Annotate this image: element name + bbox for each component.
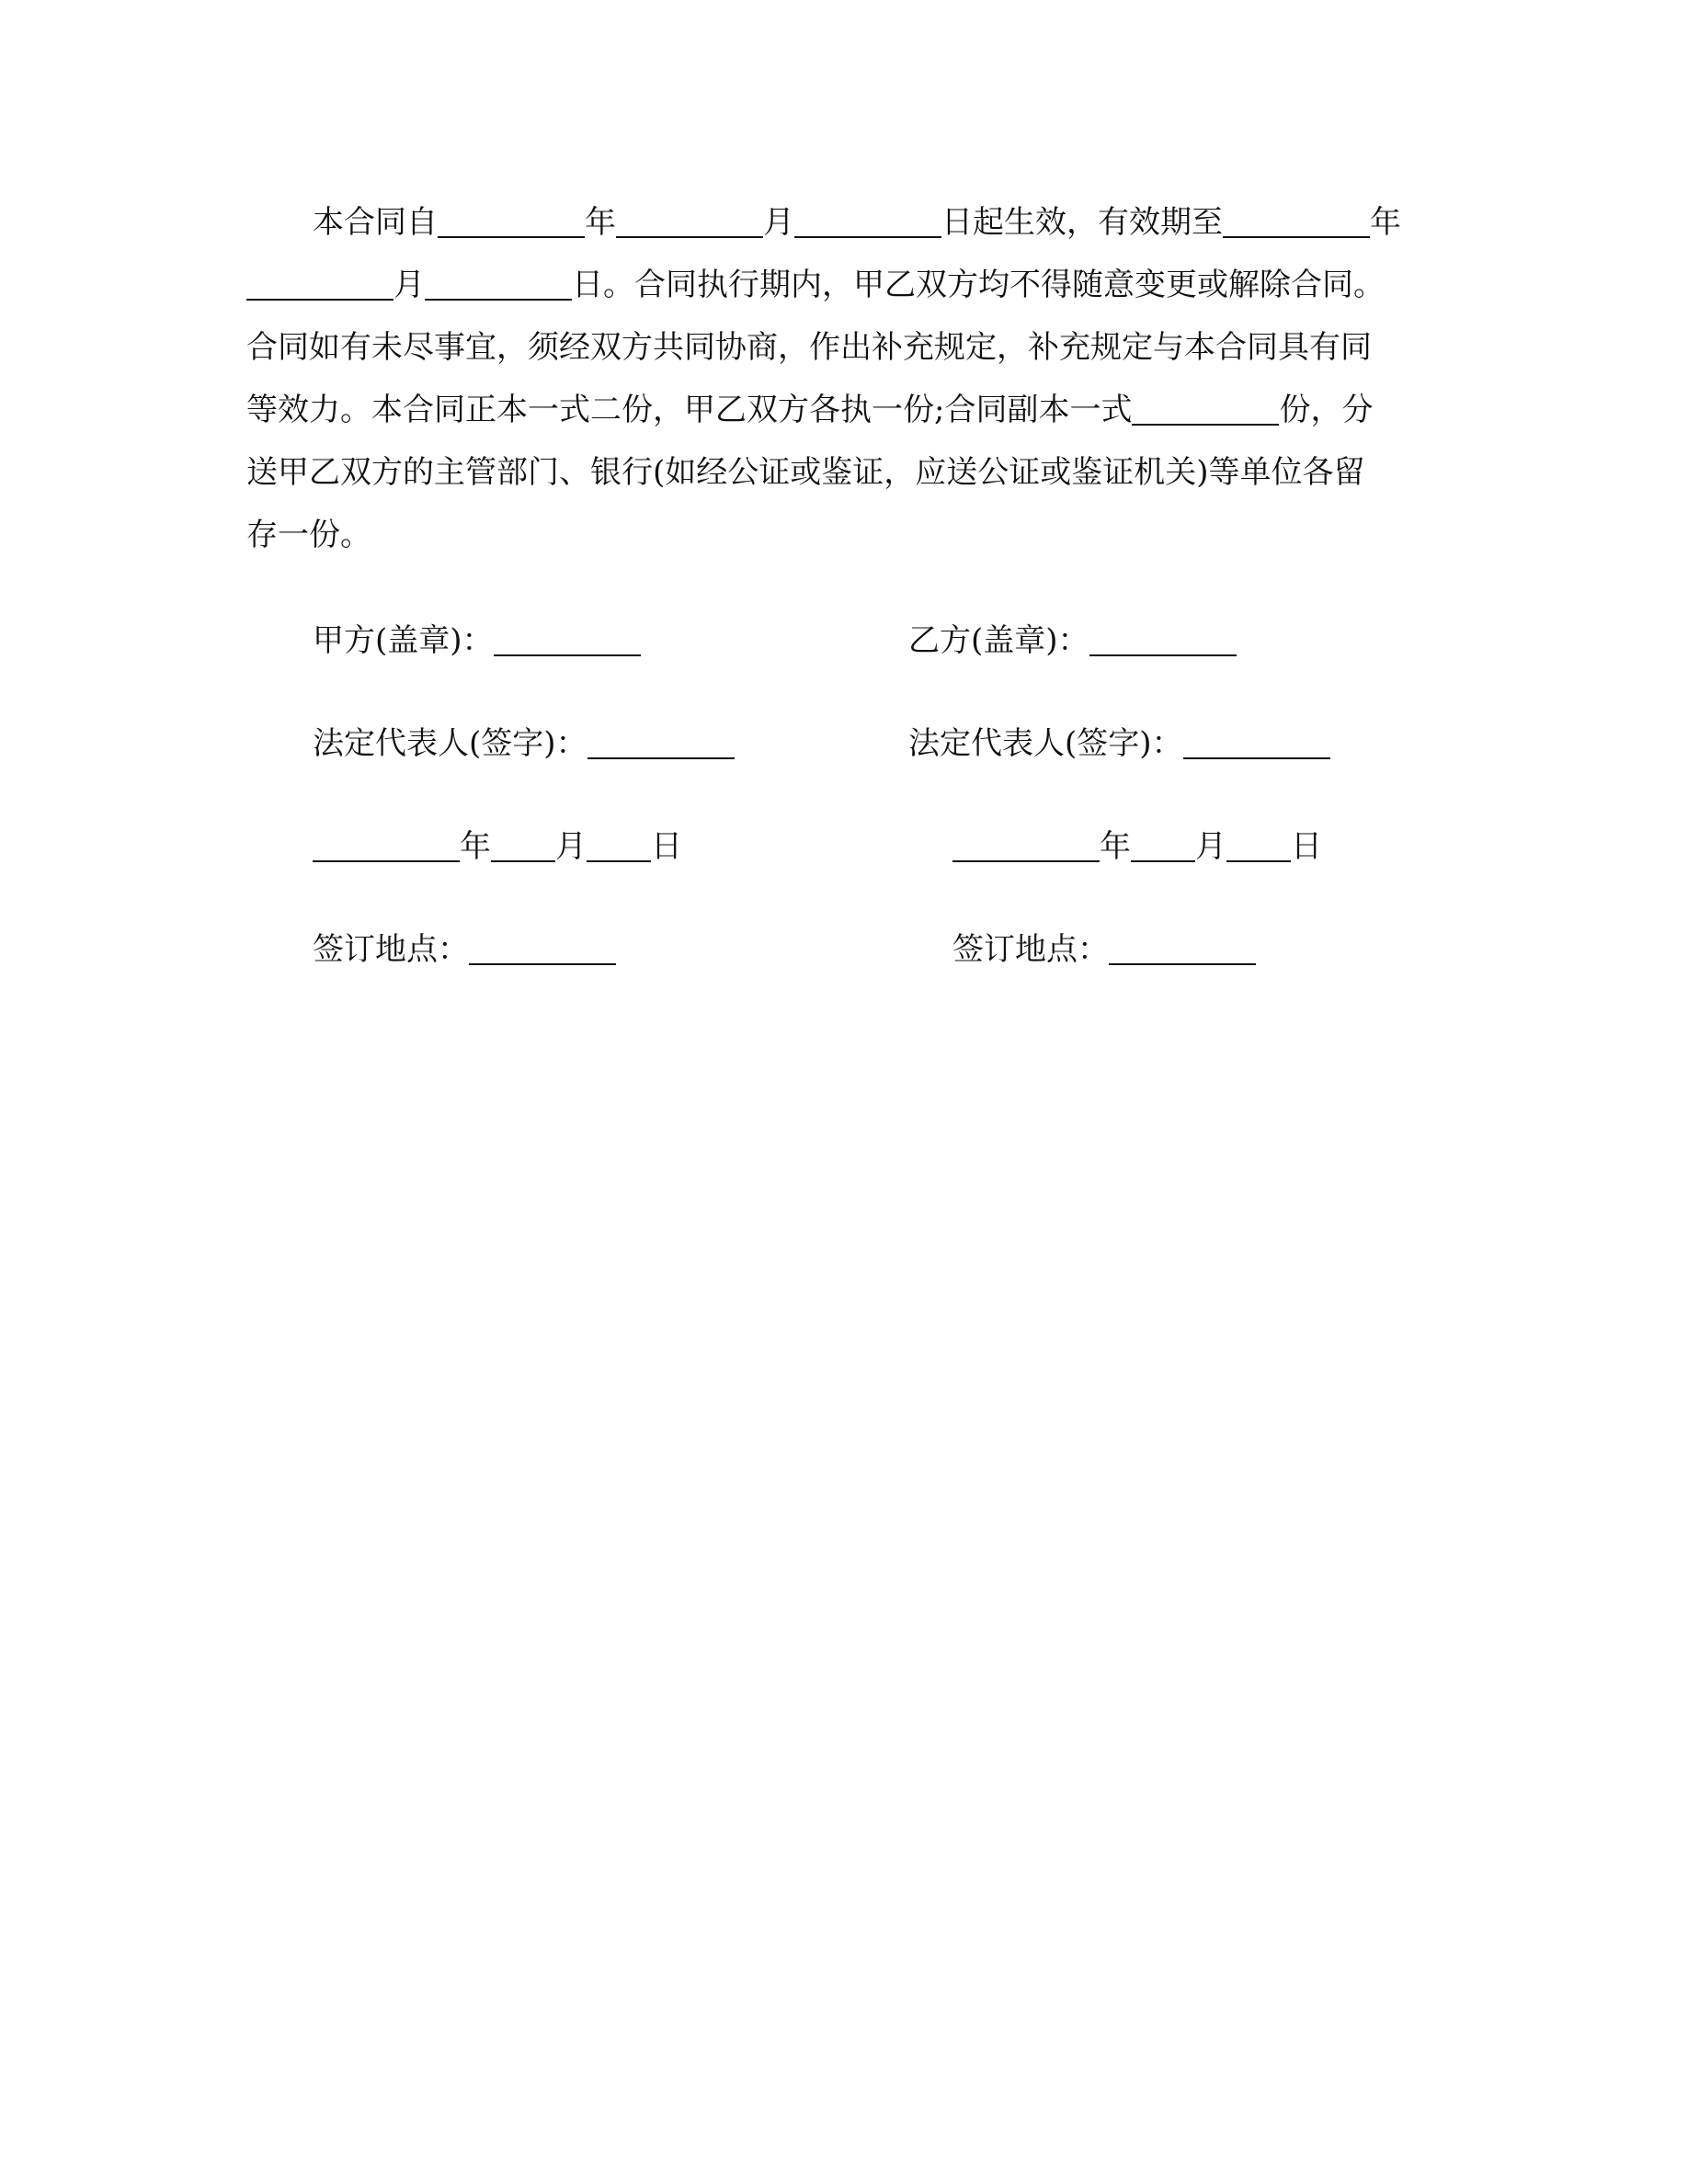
party-b-rep-field[interactable]	[1183, 721, 1330, 759]
party-b-seal-label: 乙方(盖章)：	[908, 622, 1089, 659]
text-effective-from: 本合同自	[313, 204, 438, 241]
party-b-rep-label: 法定代表人(签字)：	[908, 725, 1183, 762]
blank-end-month[interactable]	[246, 262, 393, 301]
party-a-place-row	[313, 927, 616, 972]
paragraph-line-2	[246, 254, 1432, 316]
party-a-date-row	[313, 824, 682, 869]
blank-copy-count[interactable]	[1132, 387, 1279, 426]
party-b-date-row	[952, 824, 1322, 869]
party-a-year-label: 年	[460, 828, 491, 865]
paragraph-line-5: 送甲乙双方的主管部门、银行(如经公证或鉴证，应送公证或鉴证机关)等单位各留	[246, 454, 1365, 491]
party-a-place-field[interactable]	[469, 927, 616, 965]
party-a-month-field[interactable]	[491, 824, 555, 862]
blank-start-day[interactable]	[794, 199, 941, 238]
text-copies-clause: 等效力。本合同正本一式二份，甲乙双方各执一份;合同副本一式	[246, 392, 1133, 428]
text-copies-suffix: 份，分	[1279, 392, 1374, 428]
party-a-seal-field[interactable]	[494, 618, 641, 656]
party-b-rep-row	[908, 721, 1330, 766]
blank-start-month[interactable]	[616, 199, 763, 238]
party-b-year-label: 年	[1100, 828, 1131, 865]
blank-end-day[interactable]	[425, 262, 572, 301]
text-month: 月	[763, 204, 794, 241]
blank-start-year[interactable]	[438, 199, 585, 238]
contract-validity-paragraph	[246, 191, 1432, 566]
party-b-year-field[interactable]	[952, 824, 1100, 862]
party-b-place-field[interactable]	[1109, 927, 1256, 965]
party-b-seal-field[interactable]	[1089, 618, 1237, 656]
paragraph-line-3: 合同如有未尽事宜，须经双方共同协商，作出补充规定，补充规定与本合同具有同	[246, 329, 1372, 366]
party-a-seal-row	[313, 618, 641, 663]
text-year: 年	[585, 204, 616, 241]
paragraph-line-4	[246, 379, 1432, 441]
party-b-place-row	[952, 927, 1256, 972]
party-b-seal-row	[908, 618, 1237, 663]
party-b-place-label: 签订地点：	[952, 931, 1109, 968]
party-a-year-field[interactable]	[313, 824, 460, 862]
party-a-month-label: 月	[555, 828, 587, 865]
paragraph-line-6: 存一份。	[246, 517, 371, 553]
party-b-day-field[interactable]	[1226, 824, 1291, 862]
party-a-rep-label: 法定代表人(签字)：	[313, 725, 587, 762]
party-a-rep-row	[313, 721, 735, 766]
blank-end-year[interactable]	[1223, 199, 1370, 238]
text-valid-until: 日起生效，有效期至	[941, 204, 1223, 241]
text-month: 月	[393, 267, 425, 303]
text-year: 年	[1370, 204, 1401, 241]
party-a-day-field[interactable]	[587, 824, 651, 862]
party-a-rep-field[interactable]	[587, 721, 735, 759]
party-b-month-field[interactable]	[1131, 824, 1195, 862]
party-b-month-label: 月	[1195, 828, 1226, 865]
party-a-place-label: 签订地点：	[313, 931, 469, 968]
party-b-day-label: 日	[1291, 828, 1322, 865]
party-a-seal-label: 甲方(盖章)：	[313, 622, 494, 659]
party-a-day-label: 日	[651, 828, 682, 865]
paragraph-line-1	[246, 191, 1432, 254]
text-no-change-clause: 日。合同执行期内，甲乙双方均不得随意变更或解除合同。	[572, 267, 1385, 303]
